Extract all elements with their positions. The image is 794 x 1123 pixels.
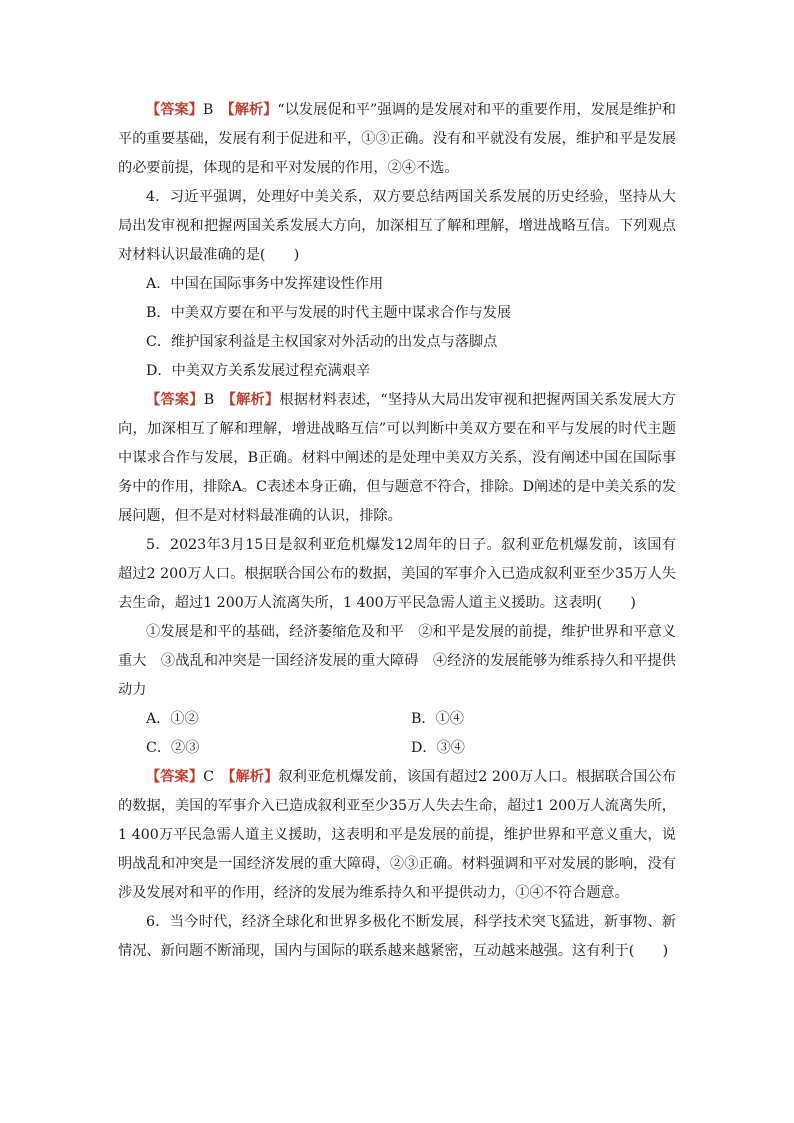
analysis-label: 【解析】 xyxy=(228,392,280,408)
question-5-option-d: D．③④ xyxy=(411,740,465,756)
answer-block-3 xyxy=(118,96,676,183)
answer-label: 【答案】 xyxy=(146,392,204,408)
answer-block-5 xyxy=(118,763,676,908)
analysis-label: 【解析】 xyxy=(228,769,279,785)
document-content xyxy=(118,96,676,966)
question-6-stem: 6．当今时代，经济全球化和世界多极化不断发展，科学技术突飞猛进，新事物、新情况、新问题不断涌现，国内与国际的联系越来越紧密，互动越来越强。这有利于( ) xyxy=(118,914,676,959)
question-4-option-b: B．中美双方要在和平与发展的时代主题中谋求合作与发展 xyxy=(146,305,512,321)
analysis-text: 根据材料表述，“坚持从大局出发审视和把握两国关系发展大方向，加深相互了解和理解，增进战略互信”可以判断中美双方要在和平与发展的时代主题中谋求合作与发展，B正确。材料中阐述的是处理中美双方关系，没有阐述中国在国际事务中的作用，排除A。C表述本身正确，但与题意不符合，排除。D阐述的是中美关系的发展问题，但不是对材料最准确的认识，排除。 xyxy=(118,392,676,524)
answer-block-4 xyxy=(118,386,676,531)
question-4-option-a: A．中国在国际事务中发挥建设性作用 xyxy=(146,276,384,292)
answer-value: B xyxy=(202,102,214,118)
analysis-text: “以发展促和平”强调的是发展对和平的重要作用，发展是维护和平的重要基础，发展有利于促进和平，①③正确。没有和平就没有发展，维护和平是发展的必要前提，体现的是和平对发展的作用，②④不选。 xyxy=(118,102,676,176)
question-5-option-c: C．②③ xyxy=(146,740,200,756)
answer-value: B xyxy=(203,392,215,408)
analysis-label: 【解析】 xyxy=(227,102,278,118)
answer-value: C xyxy=(203,769,214,785)
question-5-option-b: B．①④ xyxy=(411,711,464,727)
question-5-stem: 5．2023年3月15日是叙利亚危机爆发12周年的日子。叙利亚危机爆发前，该国有超过2 200万人口。根据联合国公布的数据，美国的军事介入已造成叙利亚至少35万人失去生命，超过1 200万人流离失所，1 400万平民急需人道主义援助。这表明( ) xyxy=(118,537,676,611)
question-4-option-d: D．中美双方关系发展过程充满艰辛 xyxy=(146,363,371,379)
question-4-stem: 4．习近平强调，处理好中美关系，双方要总结两国关系发展的历史经验，坚持从大局出发审视和把握两国关系发展大方向，加深相互了解和理解，增进战略互信。下列观点对材料认识最准确的是( ) xyxy=(118,189,676,263)
answer-label: 【答案】 xyxy=(146,769,204,785)
question-4-option-c: C．维护国家利益是主权国家对外活动的出发点与落脚点 xyxy=(146,334,498,350)
analysis-text: 叙利亚危机爆发前，该国有超过2 200万人口。根据联合国公布的数据，美国的军事介入已造成叙利亚至少35万人失去生命，超过1 200万人流离失所，1 400万平民急需人道主义援助，这表明和平是发展的前提，维护世界和平意义重大，说明战乱和冲突是一国经济发展的重大障碍，②③正确。材料强调和平对发展的影响，没有涉及发展对和平的作用，经济的发展为维系持久和平提供动力，①④不符合题意。 xyxy=(118,769,676,901)
question-5-statements: ①发展是和平的基础，经济萎缩危及和平 ②和平是发展的前提，维护世界和平意义重大 ③战乱和冲突是一国经济发展的重大障碍 ④经济的发展能够为维系持久和平提供动力 xyxy=(118,624,676,698)
question-5-options-row-1 xyxy=(118,705,676,734)
answer-label: 【答案】 xyxy=(146,102,203,118)
question-5-options-row-2 xyxy=(118,734,676,763)
question-5-option-a: A．①② xyxy=(146,711,199,727)
